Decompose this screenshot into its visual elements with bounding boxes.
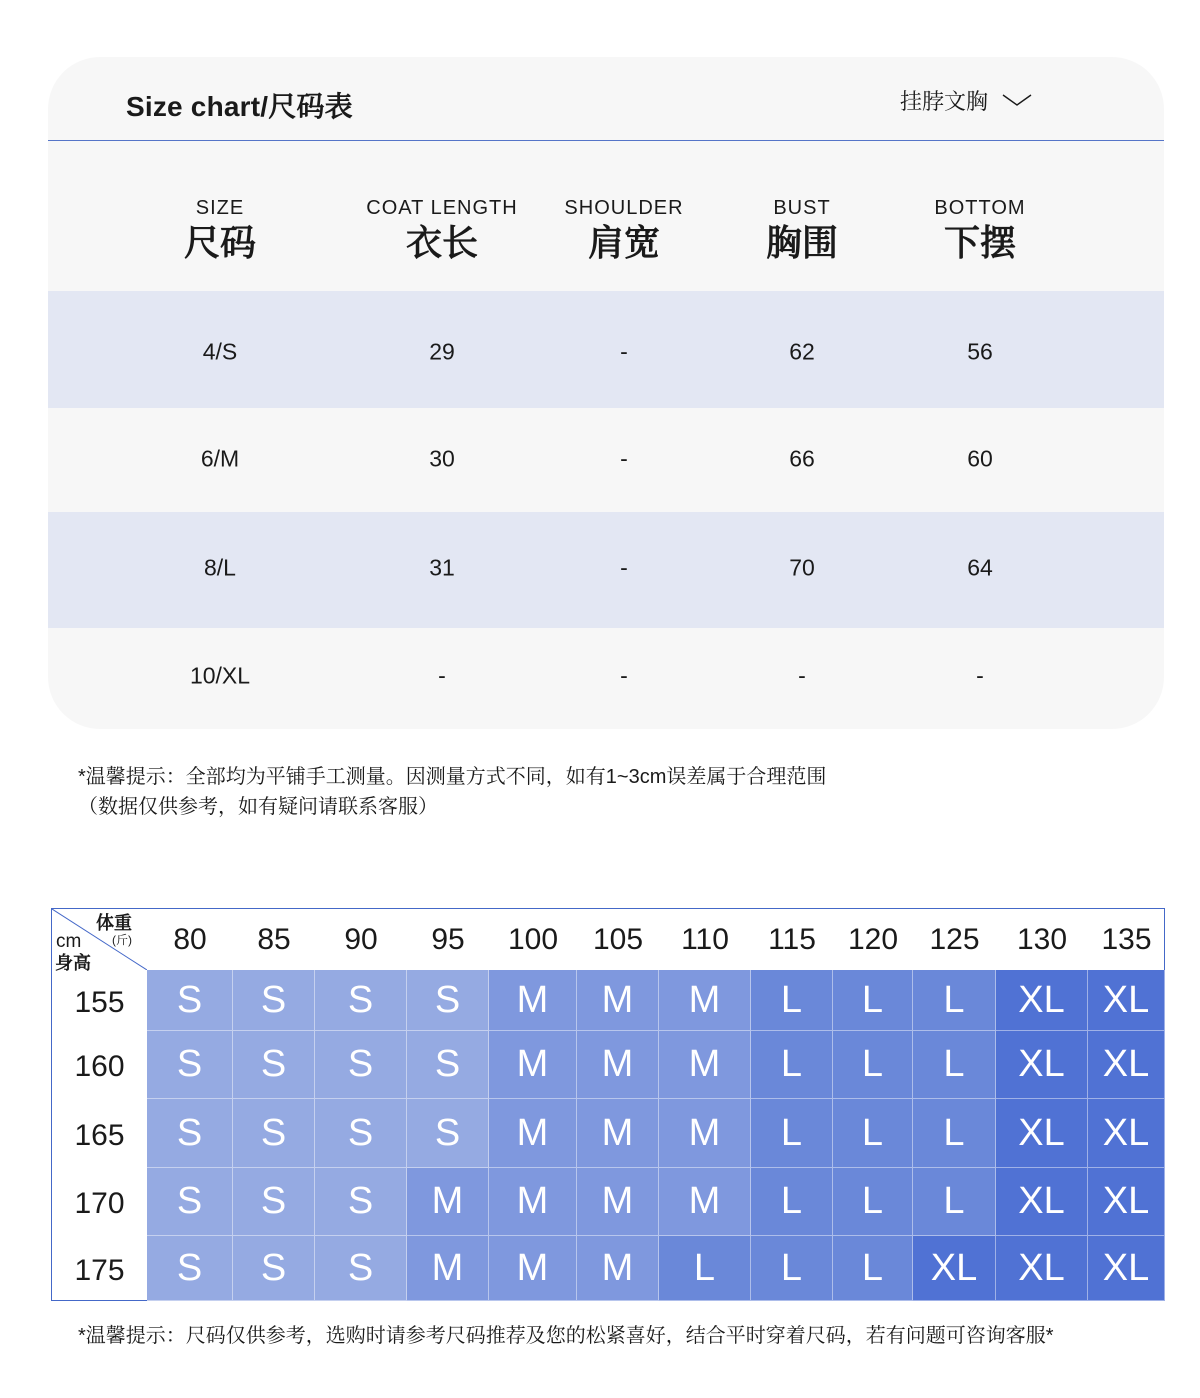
size-cell: XL bbox=[1088, 1031, 1165, 1099]
height-header: 170 bbox=[74, 1187, 125, 1220]
size-cell: S bbox=[147, 1236, 233, 1301]
size-cell: S bbox=[315, 1031, 407, 1099]
column-header bbox=[352, 195, 532, 265]
size-cell: M bbox=[407, 1236, 489, 1301]
table-cell: 60 bbox=[967, 445, 993, 472]
size-cell: S bbox=[233, 1031, 315, 1099]
table-cell: 64 bbox=[967, 554, 993, 581]
size-recommendation-grid bbox=[51, 908, 1165, 1301]
size-cell: S bbox=[407, 1099, 489, 1168]
table-cell: 10/XL bbox=[189, 662, 251, 689]
table-cell: - bbox=[438, 662, 446, 689]
size-cell: L bbox=[751, 1099, 833, 1168]
grid-corner-header bbox=[52, 909, 147, 973]
size-chart-title: Size chart/尺码表 bbox=[126, 91, 353, 122]
column-header-cn: 尺码 bbox=[183, 222, 256, 263]
table-cell: 31 bbox=[429, 554, 455, 581]
table-cell: 6/M bbox=[200, 445, 240, 472]
size-cell: L bbox=[833, 1099, 913, 1168]
size-cell: L bbox=[913, 970, 996, 1031]
column-header bbox=[890, 195, 1070, 265]
size-cell: L bbox=[751, 1168, 833, 1236]
size-cell: M bbox=[577, 1168, 659, 1236]
column-header-en: BUST bbox=[773, 197, 831, 219]
size-cell: M bbox=[489, 1099, 577, 1168]
size-cell: S bbox=[315, 970, 407, 1031]
weight-header: 125 bbox=[929, 923, 980, 956]
column-header bbox=[130, 195, 310, 265]
size-cell: XL bbox=[996, 1168, 1088, 1236]
style-dropdown-value: 挂脖文胸 bbox=[900, 88, 989, 114]
size-cell: XL bbox=[1088, 1099, 1165, 1168]
size-cell: M bbox=[659, 1099, 751, 1168]
size-advice-note: *温馨提示：尺码仅供参考，选购时请参考尺码推荐及您的松紧喜好，结合平时穿着尺码，若有问题可咨询客服* bbox=[78, 1325, 1054, 1347]
size-cell: XL bbox=[996, 970, 1088, 1031]
size-chart-card bbox=[48, 57, 1164, 729]
weight-header: 120 bbox=[847, 923, 899, 956]
table-cell: - bbox=[798, 662, 806, 689]
chevron-down-icon bbox=[1002, 93, 1032, 107]
size-cell: L bbox=[751, 1031, 833, 1099]
height-axis-label: 身高 bbox=[55, 953, 91, 973]
size-cell: L bbox=[913, 1168, 996, 1236]
table-cell: 8/L bbox=[204, 554, 236, 581]
column-header-en: BOTTOM bbox=[934, 197, 1026, 219]
column-header-cn: 肩宽 bbox=[587, 222, 660, 263]
weight-header: 130 bbox=[1016, 923, 1068, 956]
size-cell: S bbox=[147, 970, 233, 1031]
weight-header: 115 bbox=[768, 923, 816, 956]
size-cell: M bbox=[489, 1168, 577, 1236]
size-cell: XL bbox=[996, 1031, 1088, 1099]
size-cell: M bbox=[577, 1031, 659, 1099]
size-cell: L bbox=[751, 1236, 833, 1301]
column-header bbox=[534, 195, 714, 265]
height-unit-label: cm bbox=[56, 931, 82, 952]
size-cell: XL bbox=[1088, 1236, 1165, 1301]
measurement-note-line-1: *温馨提示：全部均为平铺手工测量。因测量方式不同，如有1~3cm误差属于合理范围 bbox=[78, 766, 827, 788]
weight-header: 110 bbox=[681, 923, 729, 956]
height-header: 160 bbox=[74, 1050, 125, 1083]
table-cell: - bbox=[620, 445, 628, 472]
size-cell: L bbox=[833, 970, 913, 1031]
table-cell: 56 bbox=[967, 338, 993, 365]
measurement-note bbox=[78, 762, 826, 822]
size-cell: M bbox=[659, 970, 751, 1031]
weight-header: 90 bbox=[344, 923, 378, 956]
size-cell: XL bbox=[1088, 970, 1165, 1031]
column-header-cn: 下摆 bbox=[943, 222, 1016, 263]
size-cell: S bbox=[233, 1168, 315, 1236]
weight-header: 95 bbox=[431, 923, 465, 956]
size-cell: S bbox=[233, 1099, 315, 1168]
table-cell: 70 bbox=[789, 554, 815, 581]
weight-axis-label: 体重 bbox=[96, 913, 132, 933]
table-cell: - bbox=[620, 338, 628, 365]
table-cell: - bbox=[620, 662, 628, 689]
table-cell: 62 bbox=[789, 338, 815, 365]
size-cell: L bbox=[833, 1031, 913, 1099]
column-header-en: SIZE bbox=[195, 197, 245, 219]
size-cell: M bbox=[489, 1236, 577, 1301]
column-header-cn: 胸围 bbox=[765, 222, 838, 263]
table-cell: 29 bbox=[429, 338, 455, 365]
size-cell: L bbox=[659, 1236, 751, 1301]
table-cell: 4/S bbox=[202, 338, 238, 365]
column-header bbox=[712, 195, 892, 265]
table-cell: 30 bbox=[429, 445, 455, 472]
weight-header: 80 bbox=[173, 923, 207, 956]
size-cell: M bbox=[407, 1168, 489, 1236]
size-cell: L bbox=[913, 1099, 996, 1168]
size-cell: S bbox=[147, 1168, 233, 1236]
size-cell: M bbox=[577, 970, 659, 1031]
height-header: 175 bbox=[74, 1253, 125, 1287]
column-header-en: COAT LENGTH bbox=[366, 197, 518, 219]
size-cell: XL bbox=[913, 1236, 996, 1301]
size-cell: S bbox=[315, 1236, 407, 1301]
table-cell: - bbox=[620, 554, 628, 581]
size-cell: S bbox=[315, 1099, 407, 1168]
size-cell: S bbox=[233, 1236, 315, 1301]
size-cell: S bbox=[315, 1168, 407, 1236]
size-cell: L bbox=[913, 1031, 996, 1099]
weight-header: 105 bbox=[592, 923, 644, 956]
measurement-note-line-2: （数据仅供参考，如有疑问请联系客服） bbox=[78, 796, 438, 818]
size-cell: S bbox=[147, 1099, 233, 1168]
size-cell: XL bbox=[1088, 1168, 1165, 1236]
height-header: 165 bbox=[74, 1118, 125, 1152]
size-cell: M bbox=[577, 1099, 659, 1168]
table-cell: - bbox=[976, 662, 984, 689]
size-cell: L bbox=[833, 1236, 913, 1301]
weight-unit-label: (斤) bbox=[112, 933, 132, 947]
size-cell: M bbox=[489, 970, 577, 1031]
size-cell: L bbox=[833, 1168, 913, 1236]
weight-header: 85 bbox=[257, 923, 291, 956]
height-header: 155 bbox=[74, 985, 125, 1019]
size-cell: M bbox=[659, 1031, 751, 1099]
size-cell: S bbox=[407, 1031, 489, 1099]
size-cell: M bbox=[659, 1168, 751, 1236]
weight-header: 100 bbox=[507, 923, 559, 956]
style-dropdown[interactable] bbox=[900, 84, 1032, 116]
size-cell: S bbox=[233, 970, 315, 1031]
size-cell: XL bbox=[996, 1236, 1088, 1301]
column-header-cn: 衣长 bbox=[405, 222, 478, 263]
weight-header: 135 bbox=[1101, 923, 1152, 956]
size-cell: L bbox=[751, 970, 833, 1031]
size-cell: M bbox=[577, 1236, 659, 1301]
size-cell: XL bbox=[996, 1099, 1088, 1168]
size-cell: S bbox=[407, 970, 489, 1031]
size-chart-header bbox=[48, 57, 1164, 141]
size-cell: S bbox=[147, 1031, 233, 1099]
size-cell: M bbox=[489, 1031, 577, 1099]
column-header-en: SHOULDER bbox=[564, 197, 684, 219]
table-cell: 66 bbox=[789, 445, 815, 472]
